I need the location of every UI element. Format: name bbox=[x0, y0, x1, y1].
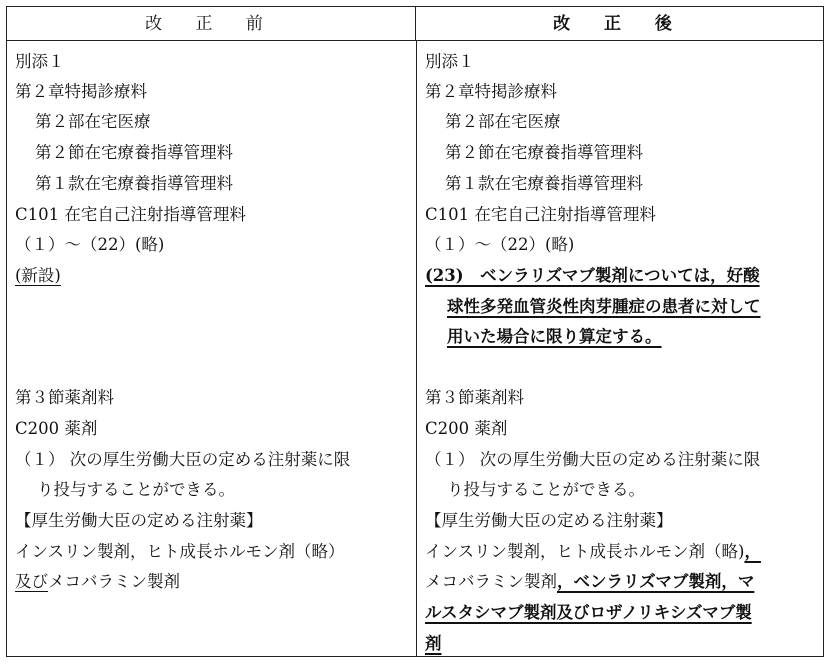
new-item-23-line2: 球性多発血管炎性肉芽腫症の患者に対して bbox=[447, 297, 761, 316]
injection-list-line3: ルスタシマブ製剤及びロザノリキシズマブ製 bbox=[425, 603, 752, 622]
chapter-title: 第２章特掲診療料 bbox=[425, 82, 557, 101]
items-omitted: （１）～（22）(略) bbox=[425, 235, 575, 254]
new-item-placeholder: (新設) bbox=[15, 266, 61, 285]
header-after: 改 正 後 bbox=[416, 7, 823, 41]
injection-list-line2 bbox=[425, 571, 754, 593]
injection-list-text: インスリン製剤，ヒト成長ホルモン剤（略) bbox=[425, 542, 745, 561]
new-item-23-line1: (23) ベンラリズマブ製剤については，好酸 bbox=[425, 266, 760, 285]
subsection-title: 第１款在宅療養指導管理料 bbox=[35, 174, 233, 193]
c200-para1-line2: り投与することができる。 bbox=[447, 480, 645, 499]
comparison-table bbox=[6, 6, 824, 657]
c200-para1-line1: （１） 次の厚生労働大臣の定める注射薬に限 bbox=[425, 450, 761, 469]
chapter-title: 第２章特掲診療料 bbox=[15, 82, 147, 101]
annex-label: 別添１ bbox=[15, 52, 65, 71]
part-title: 第２部在宅医療 bbox=[445, 112, 561, 131]
c200-para1-line1: （１） 次の厚生労働大臣の定める注射薬に限 bbox=[15, 450, 351, 469]
subsection-title: 第１款在宅療養指導管理料 bbox=[445, 174, 643, 193]
changed-text: ， bbox=[744, 542, 761, 561]
items-omitted: （１）～（22）(略) bbox=[15, 235, 165, 254]
new-item-23-line3: 用いた場合に限り算定する。 bbox=[447, 327, 662, 346]
injection-list-line1: インスリン製剤，ヒト成長ホルモン剤（略） bbox=[15, 542, 345, 561]
section-title: 第２節在宅療養指導管理料 bbox=[35, 143, 233, 162]
header-before: 改 正 前 bbox=[7, 7, 416, 41]
part-title: 第２部在宅医療 bbox=[35, 112, 151, 131]
column-divider bbox=[416, 41, 417, 656]
changed-text: ，ベンラリズマブ製剤，マ bbox=[557, 572, 755, 591]
injection-list-heading: 【厚生労働大臣の定める注射薬】 bbox=[425, 511, 673, 530]
section-title: 第２節在宅療養指導管理料 bbox=[445, 143, 643, 162]
injection-list-line4: 剤 bbox=[425, 634, 442, 653]
injection-list-line1 bbox=[425, 541, 761, 563]
injection-list-line2 bbox=[15, 571, 180, 593]
item-c101: C101 在宅自己注射指導管理料 bbox=[15, 205, 246, 224]
injection-list-text: メコバラミン製剤 bbox=[48, 572, 180, 591]
injection-list-heading: 【厚生労働大臣の定める注射薬】 bbox=[15, 511, 263, 530]
item-c200: C200 薬剤 bbox=[425, 419, 508, 438]
section3-title: 第３節薬剤料 bbox=[425, 388, 524, 407]
section3-title: 第３節薬剤料 bbox=[15, 388, 114, 407]
changed-text: 及び bbox=[15, 572, 48, 591]
c200-para1-line2: り投与することができる。 bbox=[37, 480, 235, 499]
item-c200: C200 薬剤 bbox=[15, 419, 98, 438]
annex-label: 別添１ bbox=[425, 52, 475, 71]
item-c101: C101 在宅自己注射指導管理料 bbox=[425, 205, 656, 224]
injection-list-text: メコバラミン製剤 bbox=[425, 572, 557, 591]
